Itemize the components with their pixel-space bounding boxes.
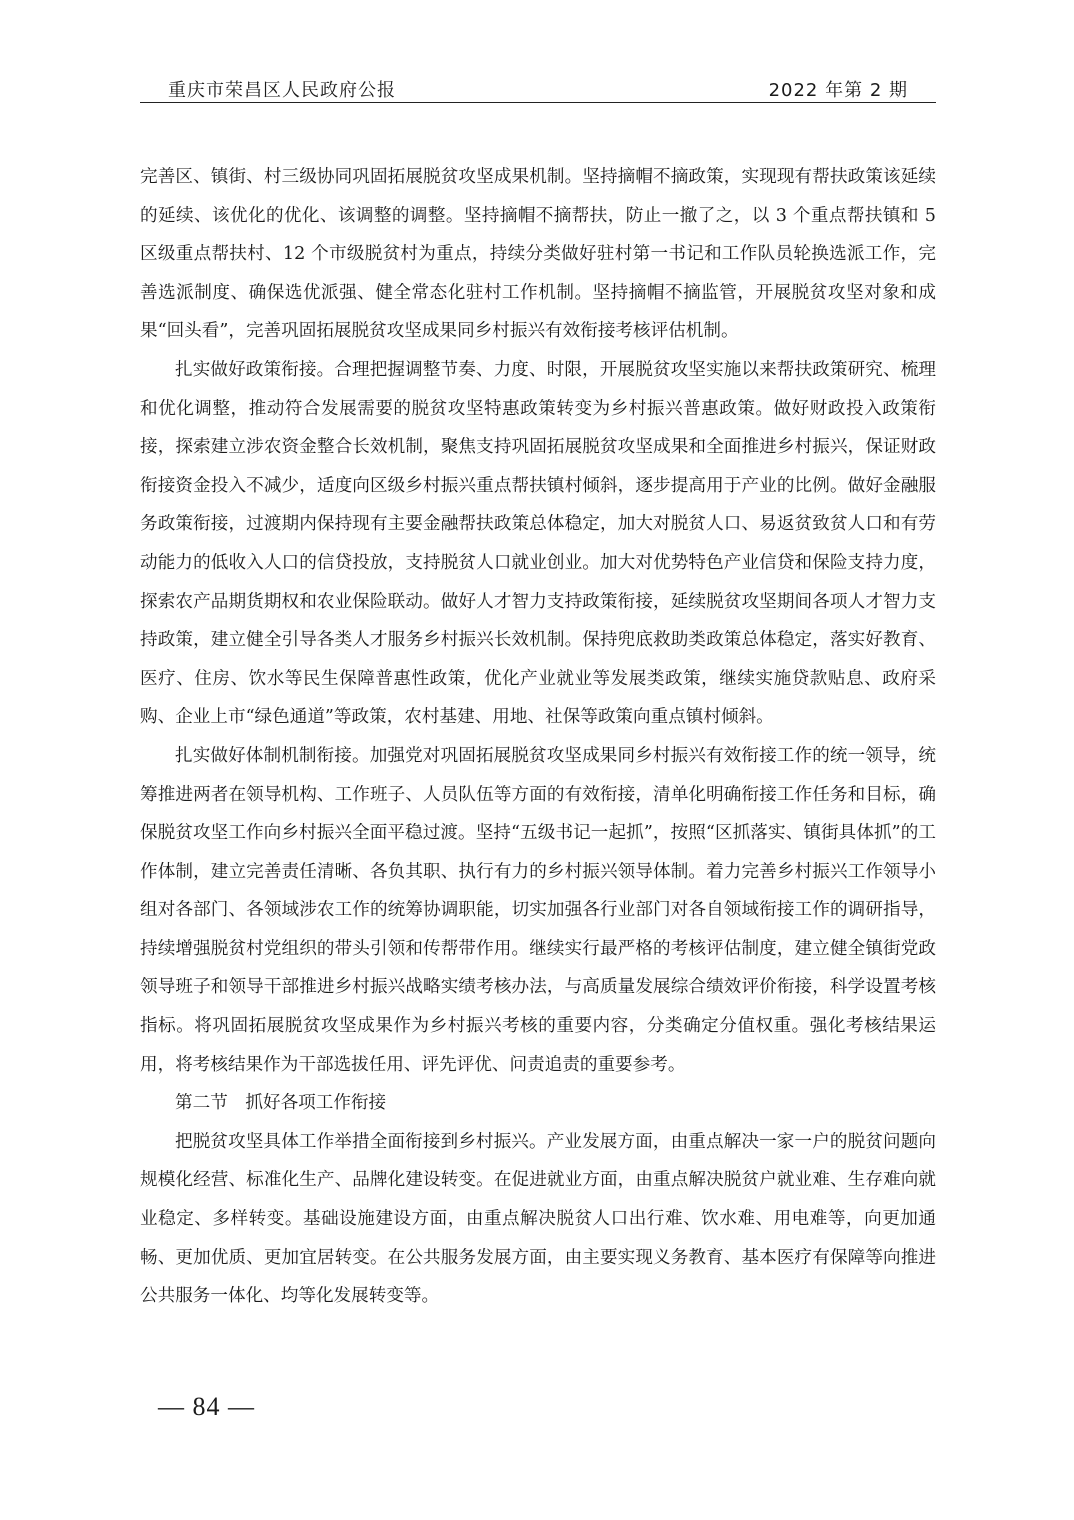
- paragraph-institutional-connection: 扎实做好体制机制衔接。加强党对巩固拓展脱贫攻坚成果同乡村振兴有效衔接工作的统一领导，统筹推进两者在领导机构、工作班子、人员队伍等方面的有效衔接，清单化明确衔接工作任务和目标，确保脱贫攻坚工作向乡村振兴全面平稳过渡。坚持“五级书记一起抓”，按照“区抓落实、镇街具体抓”的工作体制，建立完善责任清晰、各负其职、执行有力的乡村振兴领导体制。着力完善乡村振兴工作领导小组对各部门、各领域涉农工作的统筹协调职能，切实加强各行业部门对各自领域衔接工作的调研指导，持续增强脱贫村党组织的带头引领和传帮带作用。继续实行最严格的考核评估制度，建立健全镇街党政领导班子和领导干部推进乡村振兴战略实绩考核办法，与高质量发展综合绩效评价衔接，科学设置考核指标。将巩固拓展脱贫攻坚成果作为乡村振兴考核的重要内容，分类确定分值权重。强化考核结果运用，将考核结果作为干部选拔任用、评先评优、问责追责的重要参考。: [140, 745, 936, 1075]
- paragraph-work-connection: 把脱贫攻坚具体工作举措全面衔接到乡村振兴。产业发展方面，由重点解决一家一户的脱贫问题向规模化经营、标准化生产、品牌化建设转变。在促进就业方面，由重点解决脱贫户就业难、生存难向就业稳定、多样转变。基础设施建设方面，由重点解决脱贫人口出行难、饮水难、用电难等，向更加通畅、更加优质、更加宜居转变。在公共服务发展方面，由主要实现义务教育、基本医疗有保障等向推进公共服务一体化、均等化发展转变等。: [140, 1131, 936, 1307]
- page-number: — 84 —: [158, 1392, 255, 1421]
- section-heading: 第二节 抓好各项工作衔接: [175, 1093, 387, 1114]
- paragraph-policy-connection: 扎实做好政策衔接。合理把握调整节奏、力度、时限，开展脱贫攻坚实施以来帮扶政策研究、梳理和优化调整，推动符合发展需要的脱贫攻坚特惠政策转变为乡村振兴普惠政策。做好财政投入政策衔接，探索建立涉农资金整合长效机制，聚焦支持巩固拓展脱贫攻坚成果和全面推进乡村振兴，保证财政衔接资金投入不减少，适度向区级乡村振兴重点帮扶镇村倾斜，逐步提高用于产业的比例。做好金融服务政策衔接，过渡期内保持现有主要金融帮扶政策总体稳定，加大对脱贫人口、易返贫致贫人口和有劳动能力的低收入人口的信贷投放，支持脱贫人口就业创业。加大对优势特色产业信贷和保险支持力度，探索农产品期货期权和农业保险联动。做好人才智力支持政策衔接，延续脱贫攻坚期间各项人才智力支持政策，建立健全引导各类人才服务乡村振兴长效机制。保持兜底救助类政策总体稳定，落实好教育、医疗、住房、饮水等民生保障普惠性政策，优化产业就业等发展类政策，继续实施贷款贴息、政府采购、企业上市“绿色通道”等政策，农村基建、用地、社保等政策向重点镇村倾斜。: [140, 359, 936, 728]
- publication-title: 重庆市荣昌区人民政府公报: [168, 80, 396, 101]
- page-header: [140, 76, 936, 103]
- paragraph-continued: 完善区、镇街、村三级协同巩固拓展脱贫攻坚成果机制。坚持摘帽不摘政策，实现现有帮扶政策该延续的延续、该优化的优化、该调整的调整。坚持摘帽不摘帮扶，防止一撤了之，以 3 个重点帮扶镇和 5 区级重点帮扶村、12 个市级脱贫村为重点，持续分类做好驻村第一书记和工作队员轮换选派工作，完善选派制度、确保选优派强、健全常态化驻村工作机制。坚持摘帽不摘监管，开展脱贫攻坚对象和成果“回头看”，完善巩固拓展脱贫攻坚成果同乡村振兴有效衔接考核评估机制。: [140, 167, 936, 342]
- article-body: [140, 158, 936, 1316]
- issue-number: 2022 年第 2 期: [768, 80, 908, 101]
